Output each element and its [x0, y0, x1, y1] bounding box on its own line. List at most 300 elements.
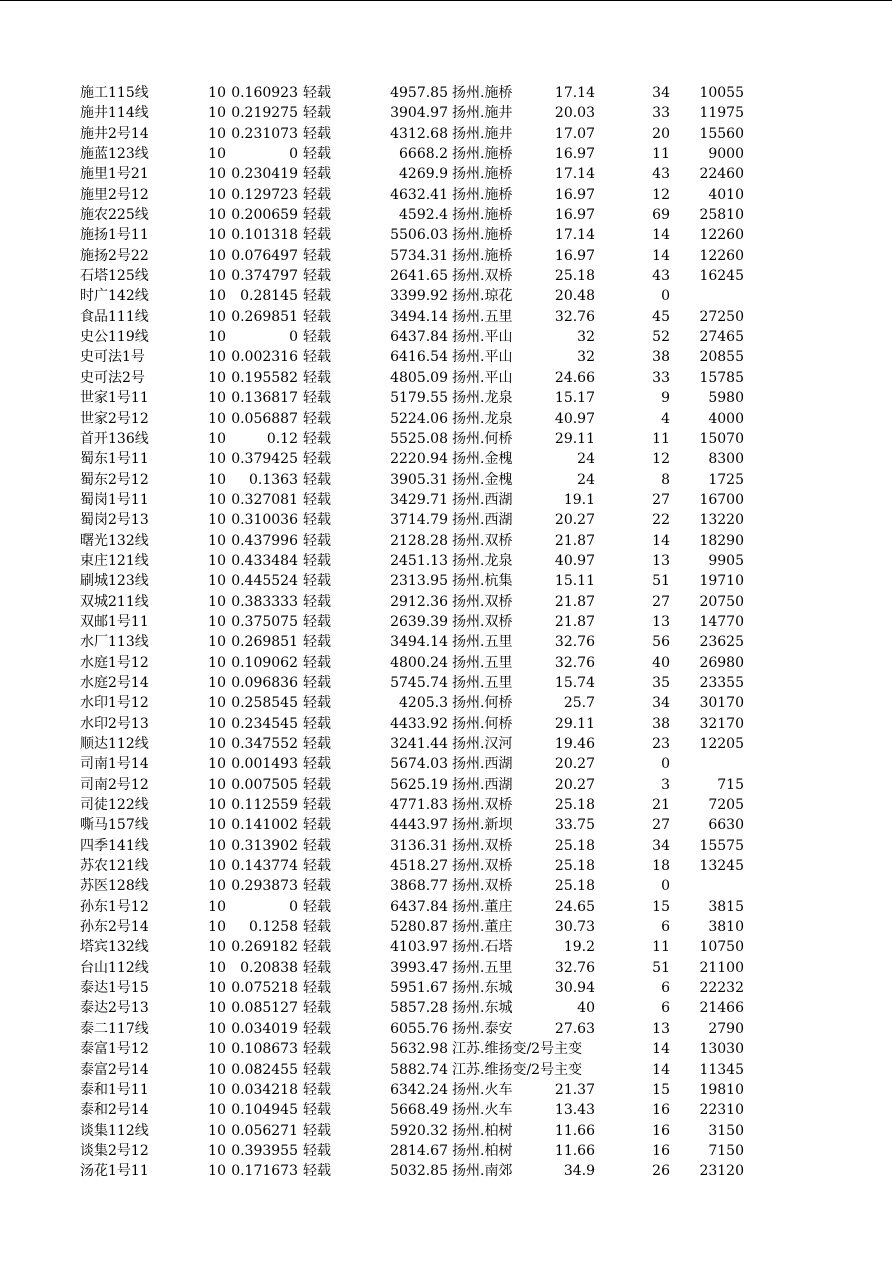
row-name-cell: 施扬1号11	[80, 227, 149, 244]
voltage-cell: 10	[208, 736, 226, 752]
table-row	[0, 205, 892, 225]
voltage-cell: 10	[208, 410, 226, 427]
substation-cell: 扬州.东城	[452, 1000, 513, 1017]
capacity-cell: 2641.65	[390, 268, 448, 285]
table-row	[0, 124, 892, 144]
capacity-cell: 4805.09	[390, 369, 448, 386]
table-row	[0, 958, 892, 978]
ratio-cell: 0.374797	[231, 268, 298, 285]
row-name-cell: 谈集2号12	[80, 1142, 149, 1159]
capacity-cell: 6668.2	[399, 146, 448, 163]
count-cell: 9	[661, 390, 670, 407]
capacity-cell: 4312.68	[390, 125, 448, 142]
substation-cell: 扬州.双桥	[452, 593, 513, 610]
value-cell: 25.18	[554, 837, 595, 854]
ratio-cell: 0.219275	[231, 105, 298, 122]
load-status-cell: 轻载	[303, 837, 331, 854]
load-status-cell: 轻载	[303, 1000, 331, 1017]
capacity-cell: 5280.87	[390, 919, 448, 936]
count-cell: 4	[661, 410, 670, 427]
value-cell: 11.66	[554, 1122, 595, 1139]
table-row	[0, 225, 892, 245]
table-row	[0, 795, 892, 815]
table-row	[0, 144, 892, 164]
voltage-cell: 10	[208, 919, 226, 936]
total-cell: 20855	[699, 349, 744, 366]
ratio-cell: 0.143774	[231, 858, 298, 875]
ratio-cell: 0.1363	[249, 471, 298, 488]
capacity-cell: 4800.24	[390, 654, 448, 671]
value-cell: 15.17	[554, 390, 595, 407]
row-name-cell: 水厂113线	[80, 634, 149, 651]
load-status-cell: 轻载	[303, 613, 331, 630]
table-row	[0, 978, 892, 998]
voltage-cell: 10	[208, 837, 226, 854]
value-cell: 20.27	[554, 756, 595, 773]
row-name-cell: 孙东1号12	[80, 898, 149, 915]
total-cell: 19710	[699, 573, 744, 590]
value-cell: 19.2	[563, 939, 595, 956]
value-cell: 40	[577, 1000, 595, 1017]
load-status-cell: 轻载	[303, 288, 331, 305]
ratio-cell: 0.383333	[231, 593, 298, 610]
row-name-cell: 水庭1号12	[80, 654, 149, 671]
count-cell: 6	[661, 980, 670, 997]
count-cell: 6	[661, 919, 670, 936]
row-name-cell: 泰达2号13	[80, 1000, 149, 1017]
value-cell: 34.9	[563, 1163, 595, 1180]
table-row	[0, 592, 892, 612]
voltage-cell: 10	[208, 288, 226, 305]
substation-cell: 扬州.施桥	[452, 207, 513, 224]
total-cell: 7205	[708, 797, 744, 814]
total-cell: 15070	[699, 430, 744, 447]
substation-cell: 扬州.新坝	[452, 817, 513, 834]
load-status-cell: 轻载	[303, 1041, 331, 1058]
table-row	[0, 83, 892, 103]
count-cell: 43	[652, 166, 670, 183]
capacity-cell: 4205.3	[399, 695, 448, 712]
voltage-cell: 10	[208, 105, 226, 122]
value-cell: 20.27	[554, 512, 595, 529]
load-status-cell: 轻载	[303, 247, 331, 264]
ratio-cell: 0.108673	[231, 1041, 298, 1058]
table-row	[0, 612, 892, 632]
table-row	[0, 347, 892, 367]
voltage-cell: 10	[208, 1081, 226, 1098]
table-row	[0, 368, 892, 388]
capacity-cell: 6342.24	[390, 1081, 448, 1098]
value-cell: 32.76	[554, 959, 595, 976]
table-row	[0, 510, 892, 530]
value-cell: 24	[577, 451, 595, 468]
capacity-cell: 2220.94	[390, 451, 448, 468]
row-name-cell: 施井114线	[80, 105, 149, 122]
total-cell: 16700	[699, 491, 744, 508]
ratio-cell: 0	[289, 146, 298, 163]
voltage-cell: 10	[208, 674, 226, 691]
count-cell: 34	[652, 837, 670, 854]
count-cell: 51	[652, 959, 670, 976]
ratio-cell: 0.075218	[231, 980, 298, 997]
voltage-cell: 10	[208, 1122, 226, 1139]
voltage-cell: 10	[208, 593, 226, 610]
substation-cell: 扬州.柏树	[452, 1142, 513, 1159]
voltage-cell: 10	[208, 980, 226, 997]
ratio-cell: 0.171673	[231, 1163, 298, 1180]
count-cell: 15	[652, 898, 670, 915]
voltage-cell: 10	[208, 532, 226, 549]
ratio-cell: 0.1258	[249, 919, 298, 936]
total-cell: 18290	[699, 532, 744, 549]
row-name-cell: 世家2号12	[80, 410, 149, 427]
load-status-cell: 轻载	[303, 1163, 331, 1180]
voltage-cell: 10	[208, 85, 226, 101]
value-cell: 13.43	[554, 1102, 595, 1119]
count-cell: 35	[652, 674, 670, 691]
total-cell: 12260	[699, 227, 744, 244]
count-cell: 18	[652, 858, 670, 875]
load-status-cell: 轻载	[303, 85, 331, 101]
ratio-cell: 0.20838	[240, 959, 298, 976]
ratio-cell: 0.327081	[231, 491, 298, 508]
total-cell: 5980	[708, 390, 744, 407]
ratio-cell: 0.160923	[231, 85, 298, 101]
ratio-cell: 0.104945	[231, 1102, 298, 1119]
row-name-cell: 史公119线	[80, 329, 149, 346]
voltage-cell: 10	[208, 491, 226, 508]
ratio-cell: 0.129723	[231, 186, 298, 203]
count-cell: 21	[652, 797, 670, 814]
load-status-cell: 轻载	[303, 491, 331, 508]
ratio-cell: 0.269182	[231, 939, 298, 956]
capacity-cell: 3494.14	[390, 308, 448, 325]
table-row	[0, 164, 892, 184]
row-name-cell: 台山112线	[80, 959, 149, 976]
load-status-cell: 轻载	[303, 552, 331, 569]
substation-cell: 扬州.五里	[452, 308, 513, 325]
total-cell: 25810	[699, 207, 744, 224]
row-name-cell: 史可法2号	[80, 369, 145, 386]
total-cell: 15560	[699, 125, 744, 142]
ratio-cell: 0.437996	[231, 532, 298, 549]
table-row	[0, 693, 892, 713]
voltage-cell: 10	[208, 369, 226, 386]
voltage-cell: 10	[208, 797, 226, 814]
count-cell: 40	[652, 654, 670, 671]
row-name-cell: 泰和2号14	[80, 1102, 149, 1119]
value-cell: 29.11	[554, 430, 595, 447]
row-name-cell: 司徒122线	[80, 797, 149, 814]
total-cell: 6630	[708, 817, 744, 834]
load-status-cell: 轻载	[303, 573, 331, 590]
table-row	[0, 1121, 892, 1141]
substation-cell: 扬州.双桥	[452, 797, 513, 814]
ratio-cell: 0.310036	[231, 512, 298, 529]
voltage-cell: 10	[208, 247, 226, 264]
count-cell: 34	[652, 695, 670, 712]
table-row	[0, 1161, 892, 1181]
load-status-cell: 轻载	[303, 1122, 331, 1139]
row-name-cell: 世家1号11	[80, 390, 149, 407]
capacity-cell: 5625.19	[390, 776, 448, 793]
row-name-cell: 司南1号14	[80, 756, 149, 773]
ratio-cell: 0.056887	[231, 410, 298, 427]
value-cell: 19.46	[554, 736, 595, 752]
table-row	[0, 429, 892, 449]
ratio-cell: 0.082455	[231, 1061, 298, 1078]
substation-cell: 扬州.杭集	[452, 573, 513, 590]
ratio-cell: 0.096836	[231, 674, 298, 691]
total-cell: 9000	[708, 146, 744, 163]
value-cell: 17.14	[554, 85, 595, 101]
total-cell: 20750	[699, 593, 744, 610]
value-cell: 25.18	[554, 878, 595, 895]
count-cell: 38	[652, 349, 670, 366]
capacity-cell: 5179.55	[390, 390, 448, 407]
total-cell: 23355	[699, 674, 744, 691]
table-row	[0, 714, 892, 734]
capacity-cell: 5745.74	[390, 674, 448, 691]
capacity-cell: 3399.92	[390, 288, 448, 305]
count-cell: 13	[652, 1020, 670, 1037]
voltage-cell: 10	[208, 613, 226, 630]
row-name-cell: 施井2号14	[80, 125, 149, 142]
voltage-cell: 10	[208, 858, 226, 875]
ratio-cell: 0.445524	[231, 573, 298, 590]
table-row	[0, 836, 892, 856]
row-name-cell: 双邮1号11	[80, 613, 149, 630]
total-cell: 22232	[699, 980, 744, 997]
table-row	[0, 1019, 892, 1039]
substation-cell: 扬州.五里	[452, 654, 513, 671]
value-cell: 16.97	[554, 247, 595, 264]
capacity-cell: 6437.84	[390, 329, 448, 346]
count-cell: 8	[661, 471, 670, 488]
capacity-cell: 4771.83	[390, 797, 448, 814]
capacity-cell: 4957.85	[390, 85, 448, 101]
capacity-cell: 2912.36	[390, 593, 448, 610]
ratio-cell: 0.347552	[231, 736, 298, 752]
value-cell: 25.18	[554, 268, 595, 285]
capacity-cell: 5734.31	[390, 247, 448, 264]
substation-cell: 扬州.平山	[452, 369, 513, 386]
ratio-cell: 0.375075	[231, 613, 298, 630]
value-cell: 17.07	[554, 125, 595, 142]
value-cell: 25.18	[554, 797, 595, 814]
row-name-cell: 刷城123线	[80, 573, 149, 590]
substation-cell: 扬州.董庄	[452, 919, 513, 936]
substation-cell: 扬州.双桥	[452, 268, 513, 285]
ratio-cell: 0.109062	[231, 654, 298, 671]
count-cell: 26	[652, 1163, 670, 1180]
ratio-cell: 0.002316	[231, 349, 298, 366]
count-cell: 20	[652, 125, 670, 142]
value-cell: 30.73	[554, 919, 595, 936]
ratio-cell: 0.269851	[231, 634, 298, 651]
value-cell: 25.18	[554, 858, 595, 875]
row-name-cell: 蜀东2号12	[80, 471, 149, 488]
table-row	[0, 998, 892, 1018]
count-cell: 56	[652, 634, 670, 651]
total-cell: 30170	[699, 695, 744, 712]
capacity-cell: 5032.85	[390, 1163, 448, 1180]
total-cell: 12260	[699, 247, 744, 264]
voltage-cell: 10	[208, 430, 226, 447]
load-status-cell: 轻载	[303, 329, 331, 346]
row-name-cell: 水印1号12	[80, 695, 149, 712]
load-status-cell: 轻载	[303, 125, 331, 142]
load-status-cell: 轻载	[303, 166, 331, 183]
count-cell: 27	[652, 817, 670, 834]
total-cell: 13245	[699, 858, 744, 875]
table-row	[0, 470, 892, 490]
row-name-cell: 施扬2号22	[80, 247, 149, 264]
capacity-cell: 5857.28	[390, 1000, 448, 1017]
table-row	[0, 1080, 892, 1100]
data-table	[0, 83, 892, 1182]
total-cell: 26980	[699, 654, 744, 671]
load-status-cell: 轻载	[303, 654, 331, 671]
count-cell: 38	[652, 715, 670, 732]
value-cell: 32.76	[554, 634, 595, 651]
capacity-cell: 4632.41	[390, 186, 448, 203]
capacity-cell: 3993.47	[390, 959, 448, 976]
voltage-cell: 10	[208, 329, 226, 346]
load-status-cell: 轻载	[303, 776, 331, 793]
ratio-cell: 0.258545	[231, 695, 298, 712]
row-name-cell: 史可法1号	[80, 349, 145, 366]
value-cell: 24	[577, 471, 595, 488]
total-cell: 3150	[708, 1122, 744, 1139]
load-status-cell: 轻载	[303, 878, 331, 895]
value-cell: 21.37	[554, 1081, 595, 1098]
load-status-cell: 轻载	[303, 471, 331, 488]
capacity-cell: 4443.97	[390, 817, 448, 834]
voltage-cell: 10	[208, 715, 226, 732]
table-row	[0, 897, 892, 917]
table-row	[0, 734, 892, 754]
table-row	[0, 856, 892, 876]
table-row	[0, 551, 892, 571]
voltage-cell: 10	[208, 471, 226, 488]
load-status-cell: 轻载	[303, 715, 331, 732]
value-cell: 16.97	[554, 207, 595, 224]
total-cell: 13030	[699, 1041, 744, 1058]
table-row	[0, 409, 892, 429]
capacity-cell: 4103.97	[390, 939, 448, 956]
ratio-cell: 0.12	[266, 430, 298, 447]
row-name-cell: 食品111线	[80, 308, 149, 325]
ratio-cell: 0.085127	[231, 1000, 298, 1017]
capacity-cell: 3904.97	[390, 105, 448, 122]
voltage-cell: 10	[208, 898, 226, 915]
load-status-cell: 轻载	[303, 674, 331, 691]
row-name-cell: 石塔125线	[80, 268, 149, 285]
total-cell: 8300	[708, 451, 744, 468]
substation-cell: 扬州.五里	[452, 634, 513, 651]
voltage-cell: 10	[208, 1000, 226, 1017]
value-cell: 16.97	[554, 186, 595, 203]
voltage-cell: 10	[208, 451, 226, 468]
total-cell: 22460	[699, 166, 744, 183]
ratio-cell: 0.034218	[231, 1081, 298, 1098]
sheet-top-border	[0, 0, 892, 1]
capacity-cell: 2313.95	[390, 573, 448, 590]
voltage-cell: 10	[208, 125, 226, 142]
voltage-cell: 10	[208, 1041, 226, 1058]
load-status-cell: 轻载	[303, 1020, 331, 1037]
load-status-cell: 轻载	[303, 919, 331, 936]
substation-cell: 江苏.维扬变/2号主变	[452, 1061, 583, 1078]
voltage-cell: 10	[208, 1061, 226, 1078]
table-row	[0, 632, 892, 652]
load-status-cell: 轻载	[303, 430, 331, 447]
row-name-cell: 施里1号21	[80, 166, 149, 183]
row-name-cell: 四季141线	[80, 837, 149, 854]
ratio-cell: 0.393955	[231, 1142, 298, 1159]
count-cell: 33	[652, 105, 670, 122]
value-cell: 17.14	[554, 166, 595, 183]
ratio-cell: 0.313902	[231, 837, 298, 854]
load-status-cell: 轻载	[303, 390, 331, 407]
table-row	[0, 815, 892, 835]
capacity-cell: 3905.31	[390, 471, 448, 488]
row-name-cell: 束庄121线	[80, 552, 149, 569]
substation-cell: 扬州.施桥	[452, 85, 513, 101]
substation-cell: 扬州.火车	[452, 1102, 513, 1119]
count-cell: 14	[652, 247, 670, 264]
substation-cell: 扬州.五里	[452, 959, 513, 976]
substation-cell: 扬州.施桥	[452, 146, 513, 163]
substation-cell: 扬州.金槐	[452, 451, 513, 468]
table-row	[0, 775, 892, 795]
load-status-cell: 轻载	[303, 756, 331, 773]
capacity-cell: 3429.71	[390, 491, 448, 508]
load-status-cell: 轻载	[303, 186, 331, 203]
voltage-cell: 10	[208, 552, 226, 569]
count-cell: 12	[652, 451, 670, 468]
count-cell: 34	[652, 85, 670, 101]
row-name-cell: 施里2号12	[80, 186, 149, 203]
ratio-cell: 0.101318	[231, 227, 298, 244]
ratio-cell: 0.076497	[231, 247, 298, 264]
count-cell: 16	[652, 1142, 670, 1159]
value-cell: 19.1	[563, 491, 595, 508]
value-cell: 32	[577, 349, 595, 366]
value-cell: 24.66	[554, 369, 595, 386]
count-cell: 27	[652, 491, 670, 508]
substation-cell: 扬州.西湖	[452, 776, 513, 793]
load-status-cell: 轻载	[303, 593, 331, 610]
capacity-cell: 5882.74	[390, 1061, 448, 1078]
substation-cell: 扬州.龙泉	[452, 552, 513, 569]
total-cell: 3815	[708, 898, 744, 915]
substation-cell: 扬州.施桥	[452, 166, 513, 183]
total-cell: 27250	[699, 308, 744, 325]
row-name-cell: 蜀岗1号11	[80, 491, 149, 508]
row-name-cell: 苏农121线	[80, 858, 149, 875]
load-status-cell: 轻载	[303, 1081, 331, 1098]
substation-cell: 扬州.西湖	[452, 756, 513, 773]
total-cell: 10750	[699, 939, 744, 956]
substation-cell: 扬州.何桥	[452, 715, 513, 732]
substation-cell: 扬州.西湖	[452, 491, 513, 508]
total-cell: 27465	[699, 329, 744, 346]
capacity-cell: 6055.76	[390, 1020, 448, 1037]
voltage-cell: 10	[208, 695, 226, 712]
ratio-cell: 0.141002	[231, 817, 298, 834]
